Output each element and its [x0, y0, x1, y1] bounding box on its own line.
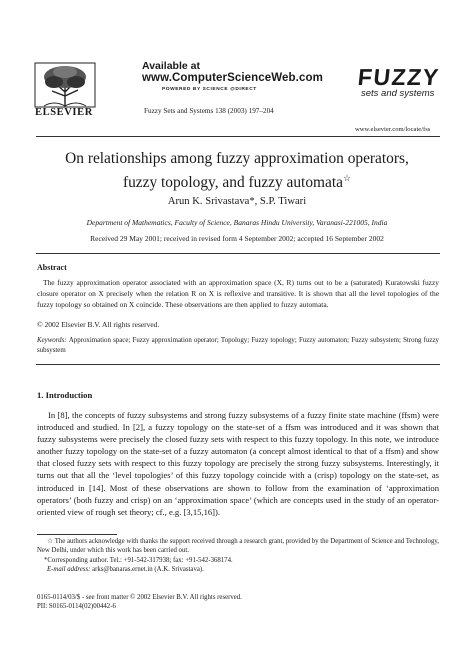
front-matter-line: 0165-0114/03/$ - see front matter © 2002 Elsevier B.V. All rights reserved.	[37, 594, 242, 601]
title-footnote-mark[interactable]: ☆	[342, 173, 352, 183]
paper-title-text: fuzzy topology, and fuzzy automata	[122, 174, 343, 192]
funding-footnote: ☆ The authors acknowledge with thanks the support received through a research grant, provided by the Department of Science and Technology, New Delhi, under which this work has been carried out.	[37, 538, 439, 555]
abstract-heading: Abstract	[37, 263, 67, 272]
paper-title-line1: On relationships among fuzzy approximation operators,	[65, 150, 409, 167]
computerscienceweb-link[interactable]: www.ComputerScienceWeb.com	[142, 72, 323, 84]
header-rule	[36, 136, 440, 137]
introduction-paragraph: In [8], the concepts of fuzzy subsystems and strong fuzzy subsystems of a fuzzy finite state machine (ffsm) were introduced and studied. In [2], a fuzzy topology on the state-set of a ffsm was introduced and it was shown that fuzzy subsystems were precisely the closed fuzzy sets with respect to this fuzzy topology. In this note, we introduce another fuzzy topology on the state-set of a fuzzy automaton (a concept almost identical to that of a ffsm) and show that closed fuzzy sets with respect to this fuzzy topology are precisely the strong fuzzy subsystems. Interestingly, it turns out that all the ‘level topologies’ of this fuzzy topology coincide with a (crisp) topology on the state-set, as introduced in [14]. Most of these observations are shown to follow from the examination of ‘approximation operators’ (both fuzzy and crisp) on an ‘approximation space’ (which are concepts used in the study of an operator-oriented view of rough set theory; cf., e.g. [3,15,16]).	[37, 410, 439, 517]
publisher-name: ELSEVIER	[35, 107, 93, 118]
received-dates: Received 29 May 2001; received in revised form 4 September 2002; accepted 16 September 2002	[90, 234, 384, 243]
section-heading-introduction: 1. Introduction	[37, 390, 93, 400]
keywords	[37, 336, 439, 356]
powered-by-label: POWERED BY SCIENCE @DIRECT	[162, 87, 257, 92]
pii-line: PII: S0165-0114(02)00442-6	[37, 603, 116, 610]
email-link[interactable]: arks@banaras.ernet.in (A.K. Srivastava).	[92, 566, 204, 573]
email-footnote	[37, 565, 449, 574]
journal-logo-subtitle: sets and systems	[361, 88, 435, 99]
abstract-copyright: © 2002 Elsevier B.V. All rights reserved.	[37, 320, 160, 329]
journal-logo-title: FUZZY	[356, 64, 441, 90]
email-label: E-mail address:	[47, 566, 91, 573]
elsevier-tree-logo	[34, 62, 96, 112]
available-at-label: Available at	[142, 60, 200, 72]
abstract-body: The fuzzy approximation operator associated with an approximation space (X, R) turns out to be a (saturated) Kuratowski fuzzy closure operator on X precisely when the relation R on X is reflexive and transitive. It is shown that all the level topologies of the fuzzy topology so obtained on X coincide. These observations are then applied to fuzzy automata.	[37, 278, 439, 309]
paper-title-line2	[0, 169, 474, 192]
affiliation: Department of Mathematics, Faculty of Science, Banaras Hindu University, Varanasi-221005, India	[86, 218, 388, 227]
journal-homepage-link[interactable]: www.elsevier.com/locate/fss	[355, 126, 431, 133]
footnote-rule	[37, 534, 117, 535]
abstract-top-rule	[36, 253, 440, 254]
keywords-label: Keywords:	[37, 337, 67, 344]
authors: Arun K. Srivastava*, S.P. Tiwari	[167, 196, 307, 207]
keywords-list: Approximation space; Fuzzy approximation operator; Topology; Fuzzy topology; Fuzzy automaton; Fuzzy subsystem; Strong fuzzy subsystem	[37, 337, 439, 354]
abstract-bottom-rule	[36, 364, 440, 365]
corresponding-author-footnote: *Corresponding author. Tel.: +91-542-317938; fax: +91-542-368174.	[44, 557, 233, 564]
journal-logo	[358, 66, 444, 106]
journal-citation: Fuzzy Sets and Systems 138 (2003) 197–204	[144, 107, 274, 115]
